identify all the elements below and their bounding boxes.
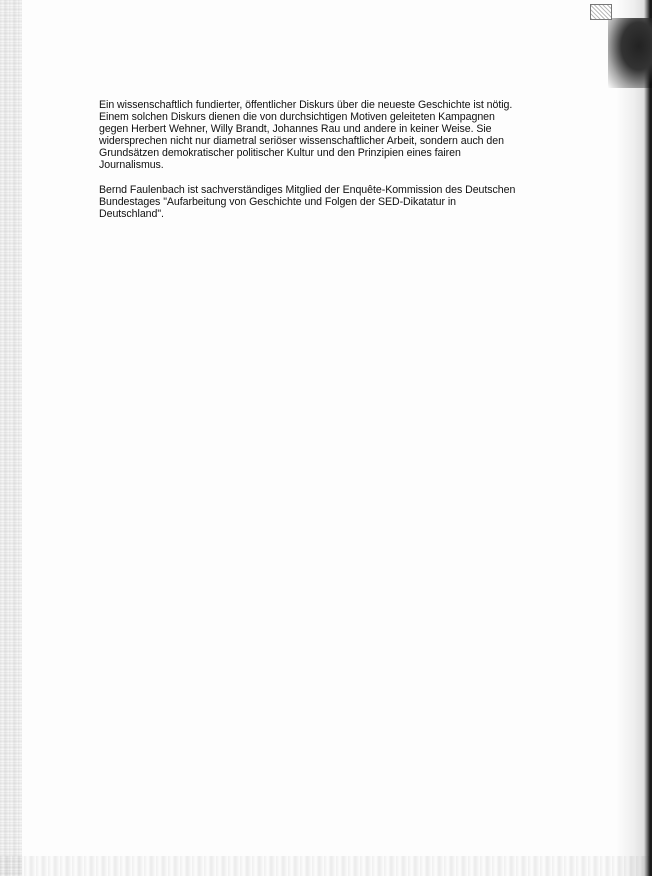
body-text: [99, 99, 519, 232]
corner-scan-mark: [590, 4, 612, 20]
scan-noise-bottom-edge: [0, 856, 652, 876]
paragraph-discourse: Ein wissenschaftlich fundierter, öffentlicher Diskurs über die neueste Geschichte ist nötig. Einem solchen Diskurs dienen die von durchsichtigen Motiven geleiteten Kampagnen gegen Herbert Wehner, Willy Brandt, Johannes Rau und andere in keiner Weise. Sie widersprechen nicht nur diametral seriöser wissenschaftlicher Arbeit, sondern auch den Grundsätzen demokratischer politischer Kultur und den Prinzipien eines fairen Journalismus.: [99, 99, 513, 172]
scan-noise-left-edge: [0, 0, 22, 876]
paragraph-author-note: Bernd Faulenbach ist sachverständiges Mitglied der Enquête-Kommission des Deutschen Bundestages "Aufarbeitung von Geschichte und Folgen der SED-Dikatatur in Deutschland".: [99, 183, 516, 220]
binding-shadow-right-edge: [616, 0, 652, 876]
binding-dark-spot: [608, 18, 652, 88]
